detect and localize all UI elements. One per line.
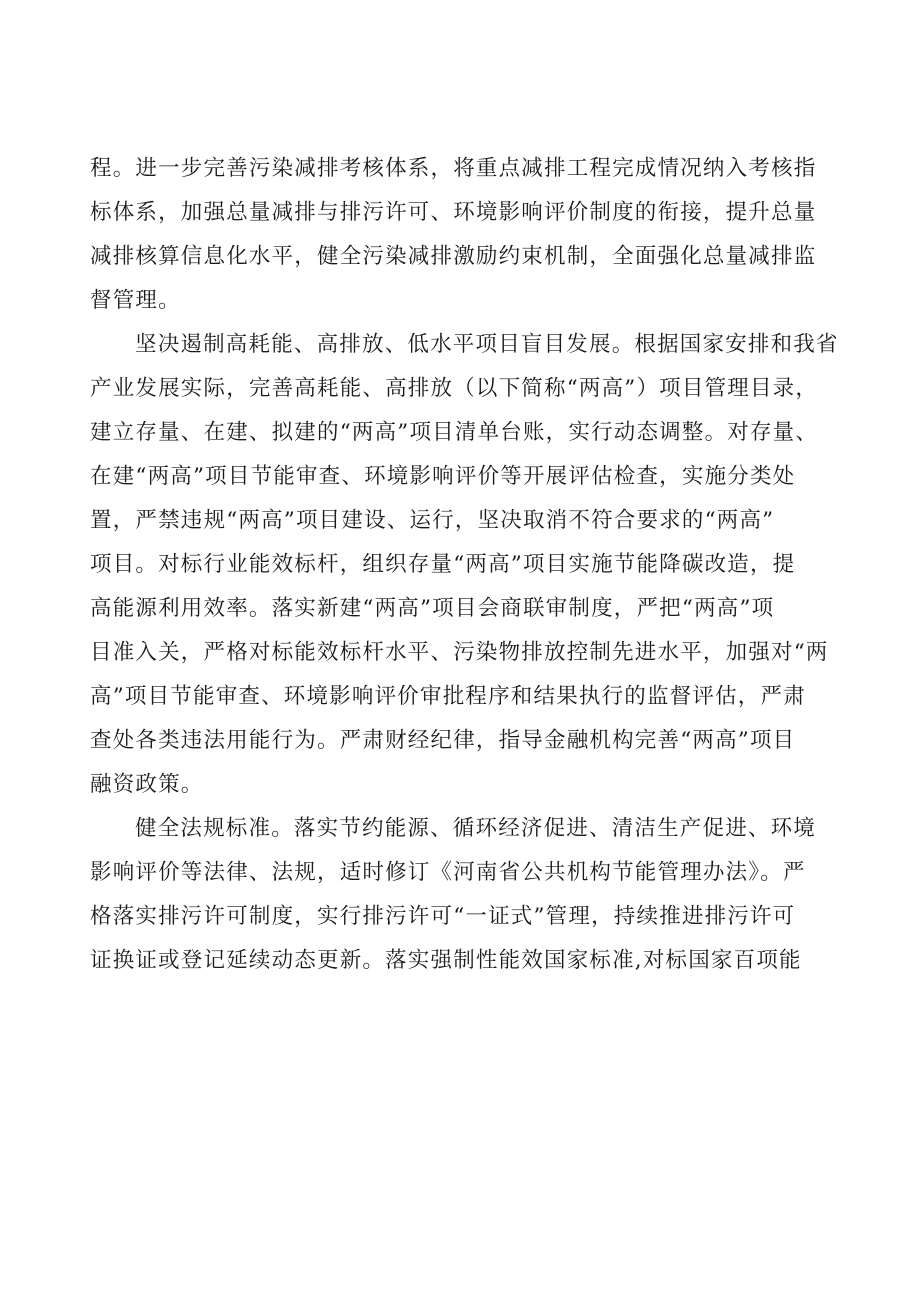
paragraph-line: 减排核算信息化水平，健全污染减排激励约束机制，全面强化总量减排监 xyxy=(90,244,817,269)
paragraph-line: 置，严禁违规“两高”项目建设、运行，坚决取消不符合要求的“两高” xyxy=(90,508,775,533)
paragraph-line: 产业发展实际，完善高耗能、高排放（以下简称“两高”）项目管理目录， xyxy=(90,376,819,401)
paragraph-line: 高能源利用效率。落实新建“两高”项目会商联审制度，严把“两高”项 xyxy=(90,596,775,621)
paragraph-line: 建立存量、在建、拟建的“两高”项目清单台账，实行动态调整。对存量、 xyxy=(90,420,819,445)
document-body xyxy=(90,147,850,983)
paragraph-line: 高”项目节能审查、环境影响评价审批程序和结果执行的监督评估，严肃 xyxy=(90,684,806,709)
paragraph-line: 项目。对标行业能效标杆，组织存量“两高”项目实施节能降碳改造，提 xyxy=(90,552,796,577)
paragraph-line: 督管理。 xyxy=(90,288,181,313)
paragraph-line: 格落实排污许可制度，实行排污许可“一证式”管理，持续推进排污许可 xyxy=(90,904,796,929)
paragraph-1 xyxy=(90,147,850,323)
paragraph-line: 目准入关，严格对标能效标杆水平、污染物排放控制先进水平，加强对“两 xyxy=(90,640,829,665)
paragraph-line: 在建“两高”项目节能审查、环境影响评价等开展评估检查，实施分类处 xyxy=(90,464,796,489)
paragraph-line: 程。进一步完善污染减排考核体系，将重点减排工程完成情况纳入考核指 xyxy=(90,156,817,181)
paragraph-2 xyxy=(90,323,850,807)
paragraph-line: 融资政策。 xyxy=(90,772,204,797)
paragraph-line: 证换证或登记延续动态更新。落实强制性能效国家标准,对标国家百项能 xyxy=(90,948,802,973)
paragraph-line: 标体系，加强总量减排与排污许可、环境影响评价制度的衔接，提升总量 xyxy=(90,200,817,225)
paragraph-3 xyxy=(90,807,850,983)
paragraph-line: 查处各类违法用能行为。严肃财经纪律，指导金融机构完善“两高”项目 xyxy=(90,728,796,753)
paragraph-line: 健全法规标准。落实节约能源、循环经济促进、清洁生产促进、环境 xyxy=(135,816,817,841)
paragraph-line: 影响评价等法律、法规，适时修订《河南省公共机构节能管理办法》。严 xyxy=(90,860,806,885)
paragraph-line: 坚决遏制高耗能、高排放、低水平项目盲目发展。根据国家安排和我省 xyxy=(135,332,839,357)
